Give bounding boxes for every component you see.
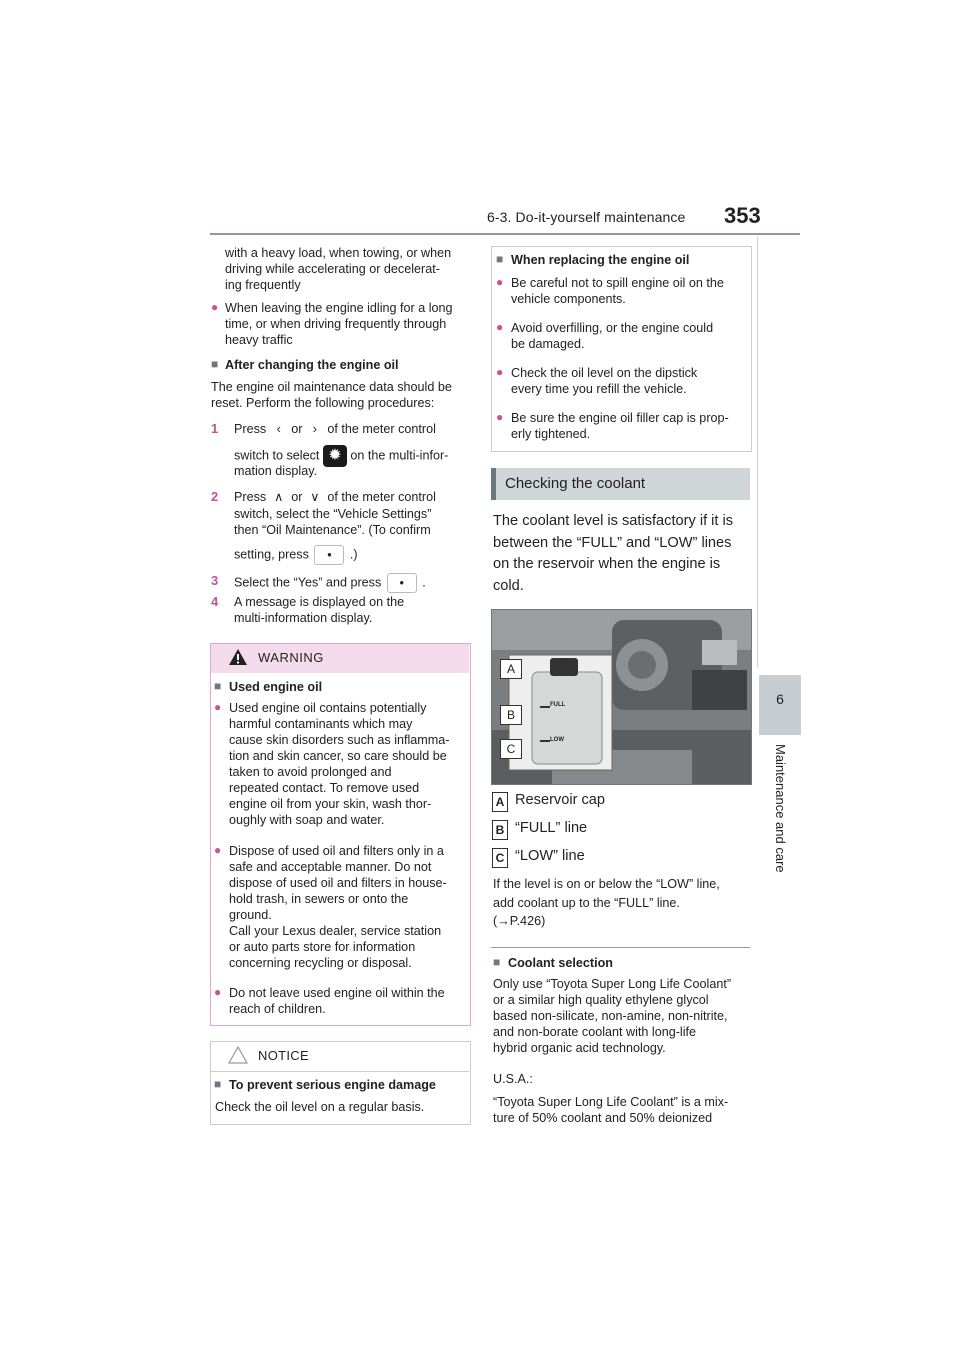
step-1-text-2: switch to select ✹ on the multi-infor- <box>234 445 448 467</box>
warning-bullet-2: Dispose of used oil and filters only in a safe and acceptable manner. Do not dispose of used oil and filters in house- hold trash, in sewers or onto the ground. Call your Lexus dealer, service station or auto parts store for information concerning recycling or disposal. <box>229 844 447 970</box>
coolant-selection-body: Only use “Toyota Super Long Life Coolant” or a similar high quality ethylene glycol based non-silicate, non-amine, non-nitrite, and non-borate coolant with long-life hybrid organic acid technology. <box>493 977 732 1055</box>
chevron-down-icon: ∨ <box>310 490 320 504</box>
chevron-right-icon: › <box>312 422 317 436</box>
replacing-bullet-1: Be careful not to spill engine oil on the vehicle components. <box>511 276 724 306</box>
bullet-icon: ● <box>214 843 222 857</box>
page-number: 353 <box>724 203 761 228</box>
square-bullet-icon: ■ <box>211 357 219 371</box>
warning-header <box>211 644 469 673</box>
usa-label: U.S.A.: <box>493 1072 533 1086</box>
step-2-text: Press ∧ or ∨ of the meter control <box>234 490 436 504</box>
section-header: 6-3. Do-it-yourself maintenance <box>487 209 686 225</box>
notice-header <box>211 1042 469 1072</box>
step-2-text-3: setting, press • .) <box>234 545 358 565</box>
coolant-selection-heading: Coolant selection <box>508 956 613 970</box>
intro-continued: with a heavy load, when towing, or when driving while accelerating or decelerat- ing frequently <box>225 246 452 292</box>
legend-text-c: “LOW” line <box>515 848 585 864</box>
square-bullet-icon: ■ <box>214 679 222 693</box>
header-rule <box>210 233 800 235</box>
notice-body: Check the oil level on a regular basis. <box>215 1100 425 1114</box>
warning-bullet-1: Used engine oil contains potentially harmful contaminants which may cause skin disorders such as inflamma- tion and skin cancer, so care should be taken to avoid prolonged and repeated contact. To remove used engine oil from your skin, wash thor- oughly with soap and water. <box>229 701 450 827</box>
step-number: 3 <box>211 573 219 588</box>
step-2-text-2: switch, select the “Vehicle Settings” then “Oil Maintenance”. (To confirm <box>234 507 432 537</box>
legend-key-b: B <box>492 820 508 840</box>
section-title: Checking the coolant <box>505 475 646 492</box>
photo-label-b: B <box>500 705 522 725</box>
warning-triangle-icon <box>228 648 248 668</box>
replacing-bullet-4: Be sure the engine oil filler cap is prop- erly tightened. <box>511 411 729 441</box>
photo-label-c: C <box>500 739 522 759</box>
notice-triangle-icon <box>228 1046 248 1066</box>
replacing-heading: When replacing the engine oil <box>511 253 690 267</box>
usa-body: “Toyota Super Long Life Coolant” is a mix- ture of 50% coolant and 50% deionized <box>493 1095 729 1125</box>
coolant-note: If the level is on or below the “LOW” line, add coolant up to the “FULL” line. (→P.426) <box>493 877 720 928</box>
legend-text-b: “FULL” line <box>515 820 588 836</box>
full-line-label: FULL <box>550 702 566 708</box>
ok-button-icon: • <box>314 545 344 565</box>
warning-heading: Used engine oil <box>229 680 323 694</box>
replacing-bullet-3: Check the oil level on the dipstick every time you refill the vehicle. <box>511 366 698 396</box>
after-changing-heading: After changing the engine oil <box>225 358 399 372</box>
bullet-icon: ● <box>214 700 222 714</box>
warning-bullet-3: Do not leave used engine oil within the reach of children. <box>229 986 445 1016</box>
step-1-text: Press ‹ or › of the meter control <box>234 422 436 436</box>
bullet-icon: ● <box>214 985 222 999</box>
legend-text-a: Reservoir cap <box>515 792 606 808</box>
warning-title: WARNING <box>258 650 324 665</box>
chevron-up-icon: ∧ <box>274 490 284 504</box>
step-number: 1 <box>211 421 219 436</box>
engine-bay-illustration <box>491 609 752 785</box>
square-bullet-icon: ■ <box>496 252 504 266</box>
bullet-icon: ● <box>496 365 504 379</box>
bullet-icon: ● <box>496 320 504 334</box>
legend-key-c: C <box>492 848 508 868</box>
notice-heading: To prevent serious engine damage <box>229 1078 436 1092</box>
coolant-intro: The coolant level is satisfactory if it is between the “FULL” and “LOW” lines on the reservoir when the engine is cold. <box>493 513 734 595</box>
chapter-title: Maintenance and care <box>773 744 788 873</box>
bullet-idling: When leaving the engine idling for a long time, or when driving frequently through heavy traffic <box>225 301 453 347</box>
side-divider <box>757 237 758 667</box>
step-4-text: A message is displayed on the multi-information display. <box>234 595 405 625</box>
ok-button-icon: • <box>387 573 417 593</box>
photo-label-a: A <box>500 659 522 679</box>
step-number: 2 <box>211 489 219 504</box>
legend-key-a: A <box>492 792 508 812</box>
replacing-bullet-2: Avoid overfilling, or the engine could be damaged. <box>511 321 714 351</box>
gear-icon: ✹ <box>323 445 347 467</box>
step-3-text: Select the “Yes” and press • . <box>234 573 426 593</box>
bullet-icon: ● <box>496 275 504 289</box>
chapter-number: 6 <box>776 691 784 707</box>
divider-rule <box>491 947 750 948</box>
bullet-icon: ● <box>496 410 504 424</box>
square-bullet-icon: ■ <box>214 1077 222 1091</box>
square-bullet-icon: ■ <box>493 955 501 969</box>
step-1-text-3: mation display. <box>234 464 318 478</box>
bullet-icon: ● <box>211 300 219 314</box>
notice-title: NOTICE <box>258 1048 309 1063</box>
after-changing-body: The engine oil maintenance data should be reset. Perform the following procedures: <box>211 380 452 410</box>
low-line-label: LOW <box>550 737 564 743</box>
chevron-left-icon: ‹ <box>276 422 281 436</box>
step-number: 4 <box>211 594 219 609</box>
